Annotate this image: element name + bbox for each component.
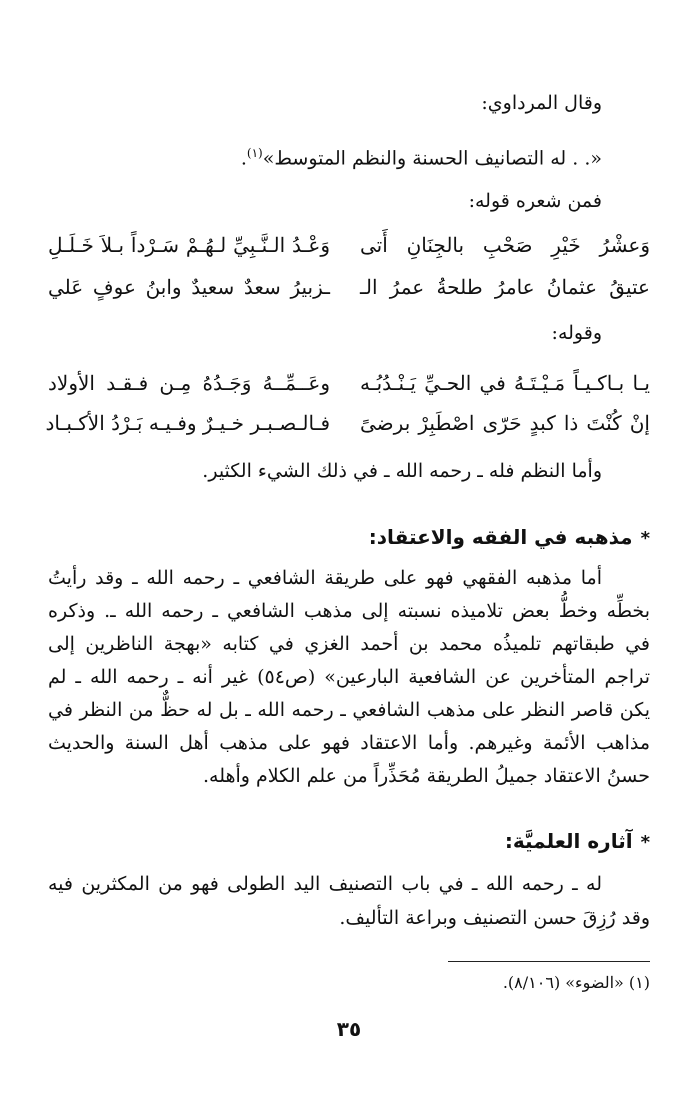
verse-second-hemistich: ـزبيرُ سعدٌ سعيدٌ وابنُ عوفٍ عَلي [48, 275, 330, 299]
poetry-intro-text: فمن شعره قوله: [468, 190, 602, 212]
verse-row [48, 270, 650, 304]
section-heading [48, 521, 650, 555]
intro-line [50, 88, 602, 118]
paragraph-line: أما مذهبه الفقهي فهو على طريقة الشافعي ـ رحمه الله ـ وقد رأيتُ [48, 567, 602, 589]
asterisk-icon: * [640, 832, 650, 853]
body-line [50, 456, 602, 486]
footnote-reference: (١) [246, 146, 263, 160]
verse-second-hemistich: فـالـصـبـر خـيـرٌ وفـيـه بَـرْدُ الأكـبـاد [45, 411, 330, 435]
paragraph-line: مذاهب الأئمة وغيرهم. وأما الاعتقاد فهو على مذهب أهل السنة والحديث [48, 732, 650, 754]
body-text: وأما النظم فله ـ رحمه الله ـ في ذلك الشيء الكثير. [202, 460, 602, 482]
quote-text: «. . له التصانيف الحسنة والنظم المتوسط» [262, 147, 602, 170]
section-heading [48, 825, 650, 859]
verse-second-hemistich: وَعْـدُ الـنَّـبِيِّ لـهُـمْ سَـرْداً بـلاَ خَـلَـلِ [48, 233, 330, 257]
verse-first-hemistich: يـا بـاكـيـاً مَـيْـتَـهُ في الحـيِّ يَـنْـدُبُـه [360, 371, 650, 395]
verse-row [45, 406, 650, 440]
verse-row [48, 366, 650, 400]
footnote: (١) «الضوء» (٨/١٠٦). [502, 973, 650, 992]
verse-first-hemistich: إنْ كُنْتَ ذا كبدٍ حَرّى اصْطَبِرْ برضىً [360, 411, 650, 435]
asterisk-icon: * [640, 528, 650, 549]
section-heading-text: مذهبه في الفقه والاعتقاد: [368, 525, 633, 549]
paragraph-line: بخطِّه وخطُّ بعض تلاميذه نسبته إلى مذهب الشافعي ـ رحمه الله ـ. وذكره [48, 600, 650, 622]
footnote-divider [448, 961, 650, 962]
section-heading-text: آثاره العلميَّة: [504, 829, 633, 853]
paragraph-line: وقد رُزِقَ حسن التصنيف وبراعة التأليف. [339, 907, 650, 929]
intro-text: وقال المرداوي: [481, 92, 602, 114]
page-number: ٣٥ [336, 1017, 362, 1041]
verse-second-hemistich: وعَــمِّــهُ وَجَـدُهُ مِـن فـقـد الأولاد [48, 371, 330, 395]
verse-first-hemistich: وَعشْرُ خَيْرِ صَحْبِ بالجِنَانِ أَتى [360, 233, 650, 257]
poetry-intro-text: وقوله: [551, 322, 602, 344]
quote-line [50, 138, 602, 173]
verse-first-hemistich: عتيقُ عثمانُ عامرُ طلحةُ عمرُ الـ [360, 275, 650, 299]
paragraph-line: تراجم المتأخرين عن الشافعية البارعين» (ص٥٤) غير أنه ـ رحمه الله ـ لم [48, 666, 650, 688]
paragraph-line: يكن قاصر النظر على مذهب الشافعي ـ رحمه الله ـ بل له حظٌّ من النظر في [48, 699, 650, 721]
paragraph-line: له ـ رحمه الله ـ في باب التصنيف اليد الطولى فهو من المكثرين فيه [48, 873, 602, 895]
verse-row [48, 228, 650, 262]
paragraph-line: في طبقاتهم تلميذُه محمد بن أحمد الغزي في كتابه «بهجة الناظرين إلى [48, 633, 650, 655]
poetry-intro-line [50, 318, 602, 348]
paragraph-line: حسنُ الاعتقاد جميلُ الطريقة مُحَذِّراً من علم الكلام وأهله. [202, 765, 650, 787]
quote-end: . [240, 147, 247, 170]
poetry-intro-line [50, 186, 602, 216]
